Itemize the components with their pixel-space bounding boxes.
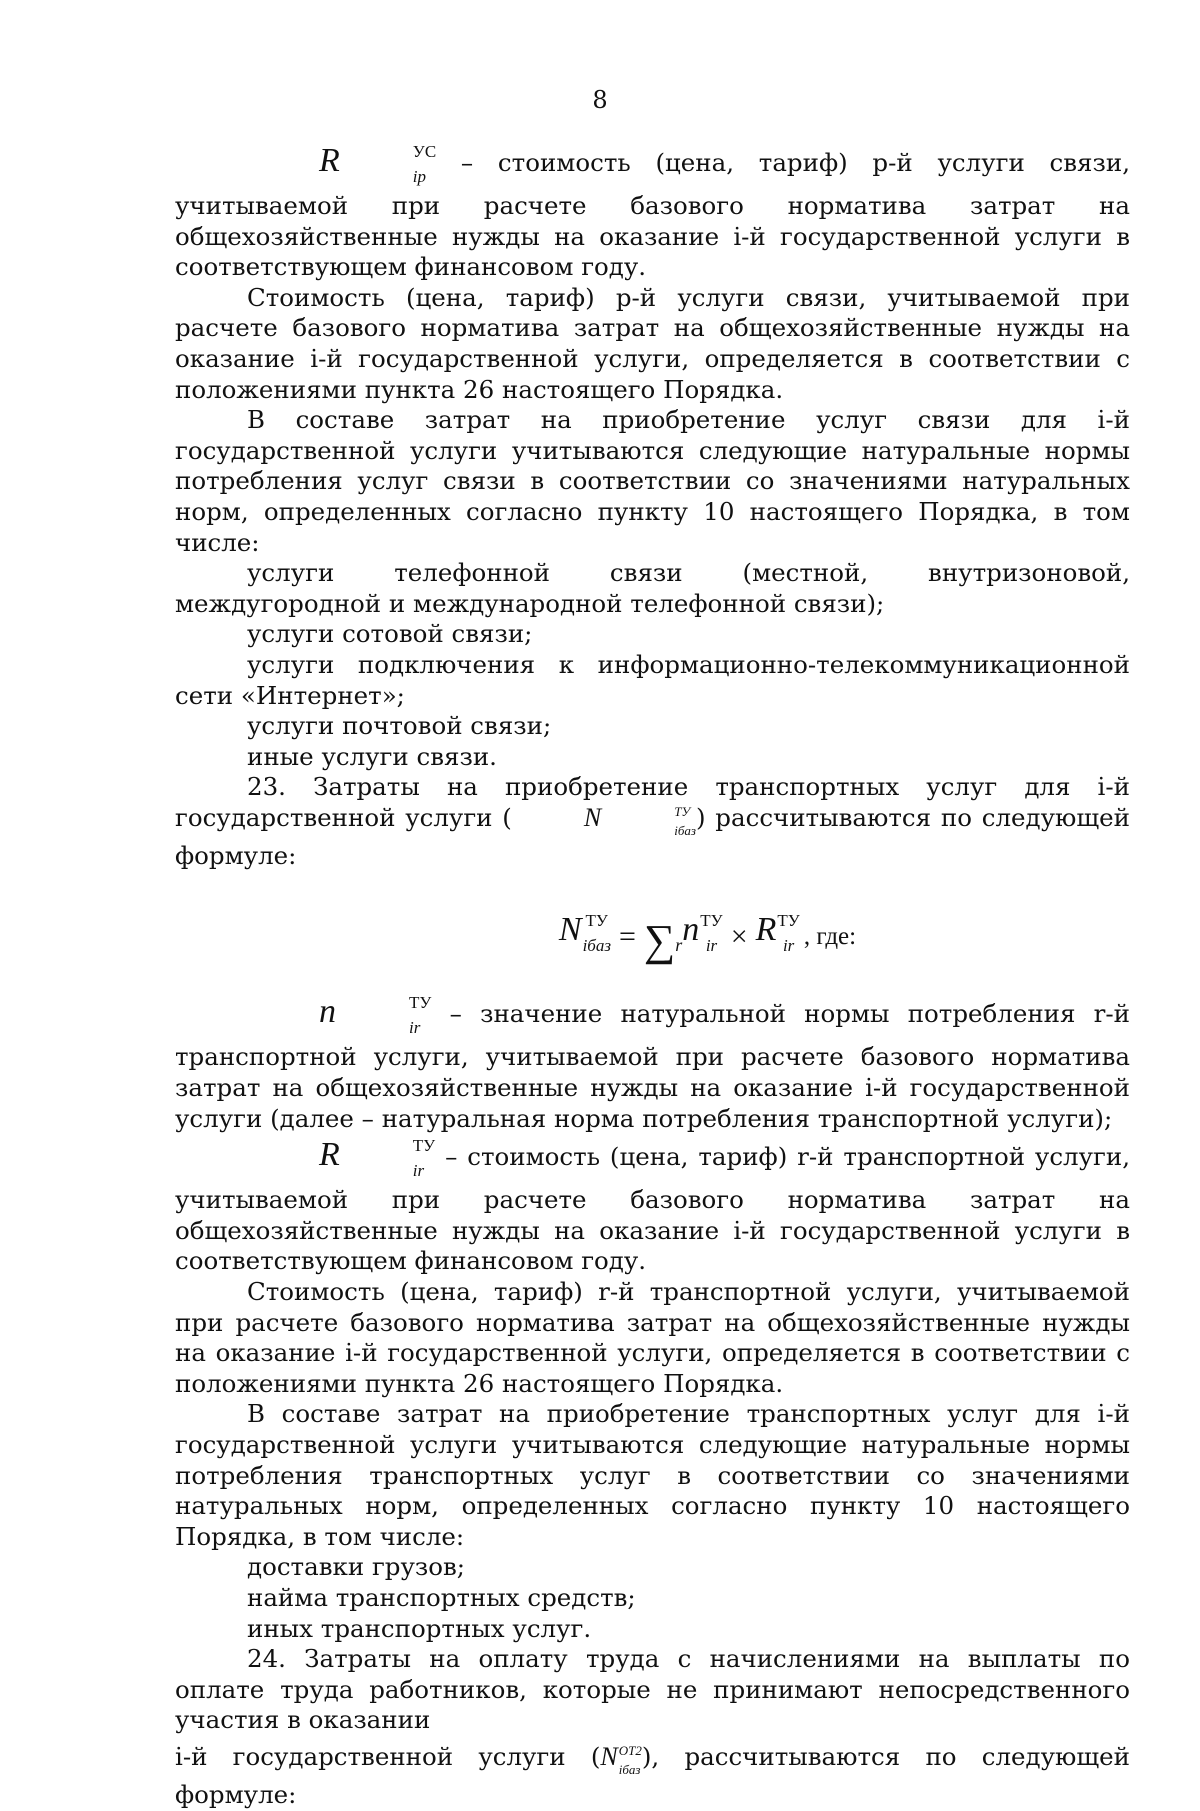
sum-sign: ∑ (643, 916, 676, 966)
equals-sign: = (618, 920, 636, 954)
paragraph-communication-norms: В составе затрат на приобретение услуг связи для i-й государственной услуги учитываются следующие натуральные нормы потребления услуг связи в соответствии со значениями натуральных норм, определенных согласно пункту 10 настоящего Порядка, в том числе: (175, 405, 1130, 557)
list-item-cellular: услуги сотовой связи; (247, 619, 533, 649)
formula-r-term: R ТУ ir (755, 910, 800, 955)
symbol-n-tu: n ТУ ir (319, 993, 432, 1038)
paragraph-transport-cost: Стоимость (цена, тариф) r-й транспортной услуги, учитываемой при расчете базового норматива затрат на общехозяйственные нужды на оказание i-й государственной услуги, определяется в соответствии с положениями пункта 26 настоящего Порядка. (175, 1277, 1130, 1398)
list-item-internet: услуги подключения к информационно-телекоммуникационной сети «Интернет»; (175, 649, 1130, 710)
symbol-r-tu: R ТУ ir (319, 1136, 436, 1181)
symbol-n-ot2-inline: N ОТ2 iбаз (600, 1741, 642, 1777)
times-sign: × (730, 920, 748, 954)
formula-n-term: n ТУ ir (682, 910, 723, 955)
paragraph-cost-definition: Стоимость (цена, тариф) p-й услуги связи, учитываемой при расчете базового норматива затрат на общехозяйственные нужды на оказание i-й государственной услуги, определяется в соответствии с положениями пункта 26 настоящего Порядка. (175, 282, 1130, 404)
paragraph-transport-norms: В составе затрат на приобретение транспортных услуг для i-й государственной услуги учитываются следующие натуральные нормы потребления транспортных услуг в соответствии со значениями натуральных норм, определенных согласно пункту 10 настоящего Порядка, в том числе: (175, 1399, 1130, 1551)
sum-index: r (675, 935, 683, 956)
paragraph-24-continued: i-й государственной услуги ( N ОТ2 iбаз ), рассчитываются по следующей формуле: (175, 1741, 1130, 1809)
document-body (175, 142, 1130, 1811)
paragraph-24: 24. Затраты на оплату труда с начислениями на выплаты по оплате труда работников, которые не принимают непосредственного участия в оказании (175, 1644, 1130, 1735)
paragraph-23: 23. Затраты на приобретение транспортных услуг для i-й государственной услуги ( N ТУ iбаз ) рассчитываются по следующей формуле: (175, 772, 1130, 870)
list-item-postal: услуги почтовой связи; (247, 711, 552, 741)
paragraph-r-tu-definition: R ТУ ir – стоимость (цена, тариф) r-й транспортной услуги, учитываемой при расчете базового норматива затрат на общехозяйственные нужды на оказание i-й государственной услуги в соответствующем финансовом году. (175, 1136, 1130, 1276)
formula-where: , где: (803, 923, 857, 951)
list-item-other-transport: иных транспортных услуг. (247, 1613, 592, 1643)
paragraph-n-tu-definition: n ТУ ir – значение натуральной нормы потребления r-й транспортной услуги, учитываемой при расчете базового норматива затрат на общехозяйственные нужды на оказание i-й государственной услуги (далее – натуральная норма потребления транспортной услуги); (175, 993, 1130, 1133)
formula-transport (175, 907, 1130, 967)
list-item-vehicle-hire: найма транспортных средств; (247, 1582, 636, 1612)
list-item-other-communication: иные услуги связи. (247, 741, 497, 771)
formula-lhs: N ТУ iбаз (558, 910, 611, 955)
page-number: 8 (592, 86, 608, 114)
list-item-telephone: услуги телефонной связи (местной, внутризоновой, междугородной и международной телефонной связи); (175, 558, 1130, 618)
symbol-r-us: R УС ip (319, 142, 437, 186)
list-item-cargo: доставки грузов; (247, 1552, 466, 1582)
symbol-n-tu-inline: N ТУ iбаз (583, 802, 696, 838)
paragraph-r-us-definition: R УС ip – стоимость (цена, тариф) p-й услуги связи, учитываемой при расчете базового норматива затрат на общехозяйственные нужды на оказание i-й государственной услуги в соответствующем финансовом году. (175, 142, 1130, 282)
